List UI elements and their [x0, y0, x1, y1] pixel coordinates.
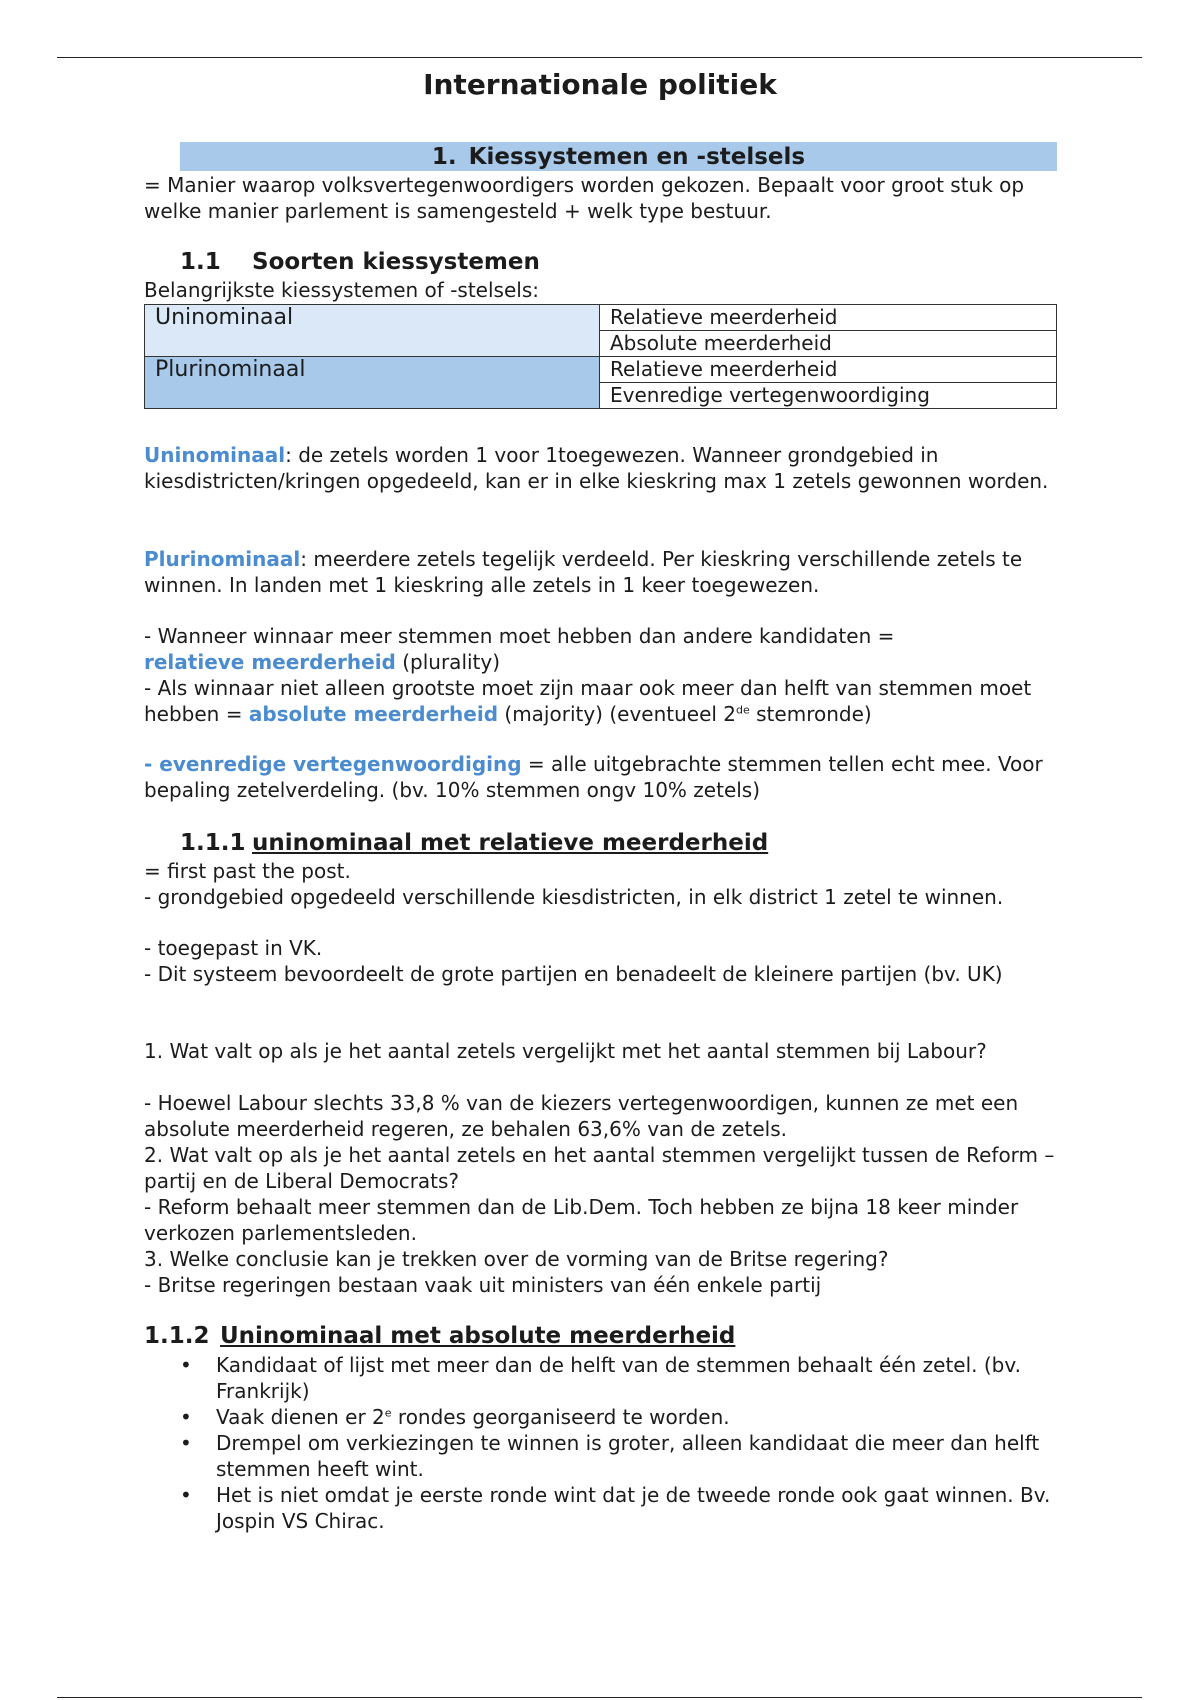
- list-item-text: Vaak dienen er 2: [216, 1405, 385, 1429]
- answer-3: - Britse regeringen bestaan vaak uit ministers van één enkele partij: [144, 1273, 822, 1297]
- fptp-line: = first past the post.: [144, 859, 351, 883]
- table-cell: Absolute meerderheid: [600, 331, 1057, 357]
- line-text: stemronde): [749, 702, 872, 726]
- plurinominaal-definition: [144, 546, 1064, 598]
- table-cell: Evenredige vertegenwoordiging: [600, 383, 1057, 409]
- relatieve-meerderheid-line: [144, 623, 1064, 675]
- plurinominaal-term: Plurinominaal: [144, 547, 301, 571]
- answer-1: - Hoewel Labour slechts 33,8 % van de kiezers vertegenwoordigen, kunnen ze met een absolute meerderheid regeren, ze behalen 63,6% van de zetels.: [144, 1091, 1019, 1141]
- list-item: [180, 1404, 1060, 1430]
- section-1-1-1-title: uninominaal met relatieve meerderheid: [252, 830, 769, 856]
- document-title: Internationale politiek: [423, 68, 777, 101]
- section-1-1-title: Soorten kiessystemen: [252, 249, 540, 275]
- kiessystemen-table: [144, 304, 1057, 409]
- section-1-title: Kiessystemen en -stelsels: [468, 144, 806, 170]
- section-1-1-1-heading: [180, 829, 768, 857]
- dash: -: [144, 752, 160, 776]
- bullet-icon: •: [180, 1405, 192, 1429]
- plurinominaal-text: : meerdere zetels tegelijk verdeeld. Per kieskring verschillende zetels te winnen. In landen met 1 kieskring alle zetels in 1 keer toegewezen.: [144, 547, 1023, 597]
- kiesdistricten-line: - grondgebied opgedeeld verschillende kiesdistricten, in elk district 1 zetel te winnen.: [144, 885, 1004, 909]
- bullet-icon: •: [180, 1483, 192, 1507]
- section-1-1-number: 1.1: [180, 249, 221, 275]
- section-1-1-2-number: 1.1.2: [144, 1323, 210, 1349]
- line-text: (majority) (eventueel 2: [498, 702, 737, 726]
- bottom-rule: [57, 1697, 1142, 1698]
- absolute-meerderheid-line: [144, 675, 1064, 727]
- absolute-meerderheid-bullets: [180, 1352, 1060, 1534]
- table-cell: Relatieve meerderheid: [600, 357, 1057, 383]
- superscript: e: [384, 1406, 392, 1420]
- list-item: [180, 1430, 1060, 1482]
- section-1-heading: [180, 142, 1057, 171]
- section-1-1-2-heading: [144, 1322, 735, 1350]
- absolute-meerderheid-term: absolute meerderheid: [248, 702, 499, 726]
- list-item: [180, 1352, 1060, 1404]
- table-cell-uninominaal: Uninominaal: [145, 305, 600, 357]
- question-2: 2. Wat valt op als je het aantal zetels en het aantal stemmen vergelijkt tussen de Reform – partij en de Liberal Democrats?: [144, 1143, 1055, 1193]
- list-item-text: Drempel om verkiezingen te winnen is groter, alleen kandidaat die meer dan helft stemmen heeft wint.: [216, 1431, 1040, 1481]
- answer-2: - Reform behaalt meer stemmen dan de Lib.Dem. Toch hebben ze bijna 18 keer minder verkozen parlementsleden.: [144, 1195, 1019, 1245]
- bullet-icon: •: [180, 1353, 192, 1377]
- section-1-1-2-title: Uninominaal met absolute meerderheid: [220, 1323, 736, 1349]
- uninominaal-text: : de zetels worden 1 voor 1toegewezen. Wanneer grondgebied in kiesdistricten/kringen opgedeeld, kan er in elke kieskring max 1 zetels gewonnen worden.: [144, 443, 1049, 493]
- uninominaal-definition: [144, 442, 1064, 494]
- section-1-1-1-number: 1.1.1: [180, 830, 246, 856]
- relatieve-meerderheid-term: relatieve meerderheid: [144, 650, 396, 674]
- uninominaal-term: Uninominaal: [144, 443, 286, 467]
- list-item: [180, 1482, 1060, 1534]
- bullet-icon: •: [180, 1431, 192, 1455]
- table-row: [145, 357, 1057, 383]
- line-text: - Als winnaar niet alleen grootste moet zijn maar ook meer dan helft van stemmen moet hebben =: [144, 676, 1032, 726]
- question-3: 3. Welke conclusie kan je trekken over de vorming van de Britse regering?: [144, 1247, 889, 1271]
- question-1: 1. Wat valt op als je het aantal zetels vergelijkt met het aantal stemmen bij Labour?: [144, 1039, 987, 1063]
- section-1-intro: = Manier waarop volksvertegenwoordigers worden gekozen. Bepaalt voor groot stuk op welke manier parlement is samengesteld + welk type bestuur.: [144, 173, 1025, 223]
- table-row: [145, 305, 1057, 331]
- list-item-text: rondes georganiseerd te worden.: [391, 1405, 730, 1429]
- vk-line: - toegepast in VK.: [144, 936, 323, 960]
- bevoordeelt-line: - Dit systeem bevoordeelt de grote partijen en benadeelt de kleinere partijen (bv. UK): [144, 962, 1003, 986]
- line-text: (plurality): [395, 650, 501, 674]
- superscript: de: [736, 703, 750, 717]
- section-1-1-heading: [180, 248, 540, 276]
- top-rule: [57, 57, 1142, 58]
- list-item-text: Kandidaat of lijst met meer dan de helft van de stemmen behaalt één zetel. (bv. Frankrijk): [216, 1353, 1021, 1403]
- line-text: - Wanneer winnaar meer stemmen moet hebben dan andere kandidaten =: [144, 624, 895, 648]
- table-cell: Relatieve meerderheid: [600, 305, 1057, 331]
- list-item-text: Het is niet omdat je eerste ronde wint dat je de tweede ronde ook gaat winnen. Bv. Jospin VS Chirac.: [216, 1483, 1051, 1533]
- section-1-number: 1.: [431, 144, 457, 170]
- section-1-1-lead: Belangrijkste kiessystemen of -stelsels:: [144, 278, 539, 302]
- evenredige-vertegenwoordiging-term: evenredige vertegenwoordiging: [159, 752, 522, 776]
- line-text: = alle uitgebrachte stemmen tellen echt mee. Voor bepaling zetelverdeling. (bv. 10% stemmen ongv 10% zetels): [144, 752, 1043, 802]
- table-cell-plurinominaal: Plurinominaal: [145, 357, 600, 409]
- evenredige-vertegenwoordiging-line: [144, 751, 1064, 803]
